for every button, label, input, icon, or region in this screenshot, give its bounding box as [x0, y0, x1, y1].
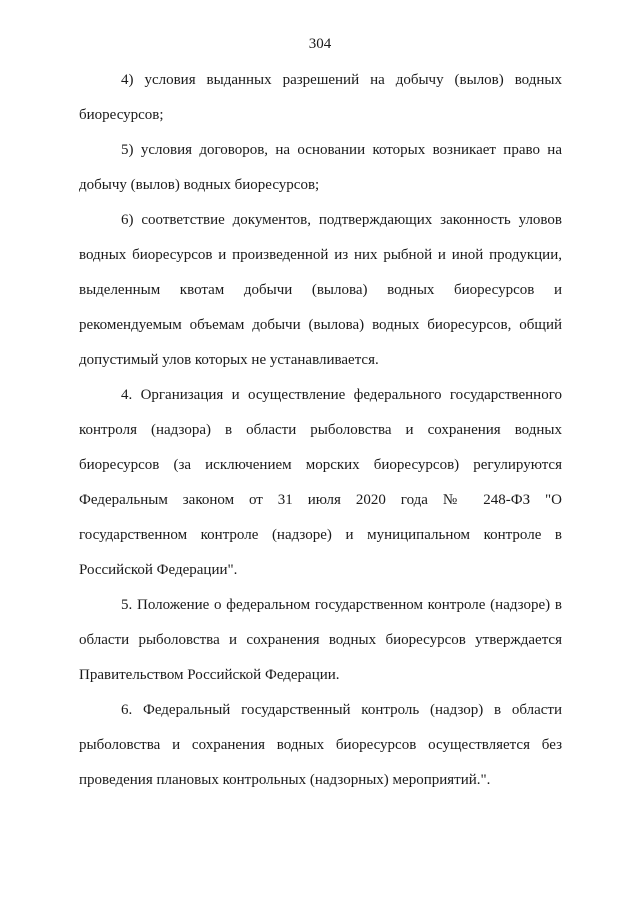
paragraph-item-4: 4) условия выданных разрешений на добычу (вылов) водных биоресурсов; — [79, 72, 562, 123]
page-number: 304 — [308, 36, 332, 52]
document-body — [79, 63, 562, 798]
paragraph-section-4: 4. Организация и осуществление федерального государственного контроля (надзора) в области рыболовства и сохранения водных биоресурсов (за исключением морских биоресурсов) регулируются Федеральным законом от 31 июля 2020 года № 248-ФЗ "О государственном контроле (надзоре) и муниципальном контроле в Российской Федерации". — [79, 387, 562, 578]
paragraph-section-6: 6. Федеральный государственный контроль (надзор) в области рыболовства и сохранения водных биоресурсов осуществляется без проведения плановых контрольных (надзорных) мероприятий.". — [79, 702, 562, 788]
paragraph-item-6: 6) соответствие документов, подтверждающих законность уловов водных биоресурсов и произведенной из них рыбной и иной продукции, выделенным квотам добычи (вылова) водных биоресурсов и рекомендуемым объемам добычи (вылова) водных биоресурсов, общий допустимый улов которых не устанавливается. — [79, 212, 562, 368]
paragraph-section-5: 5. Положение о федеральном государственном контроле (надзоре) в области рыболовства и сохранения водных биоресурсов утверждается Правительством Российской Федерации. — [79, 597, 562, 683]
paragraph-item-5: 5) условия договоров, на основании которых возникает право на добычу (вылов) водных биоресурсов; — [79, 142, 562, 193]
